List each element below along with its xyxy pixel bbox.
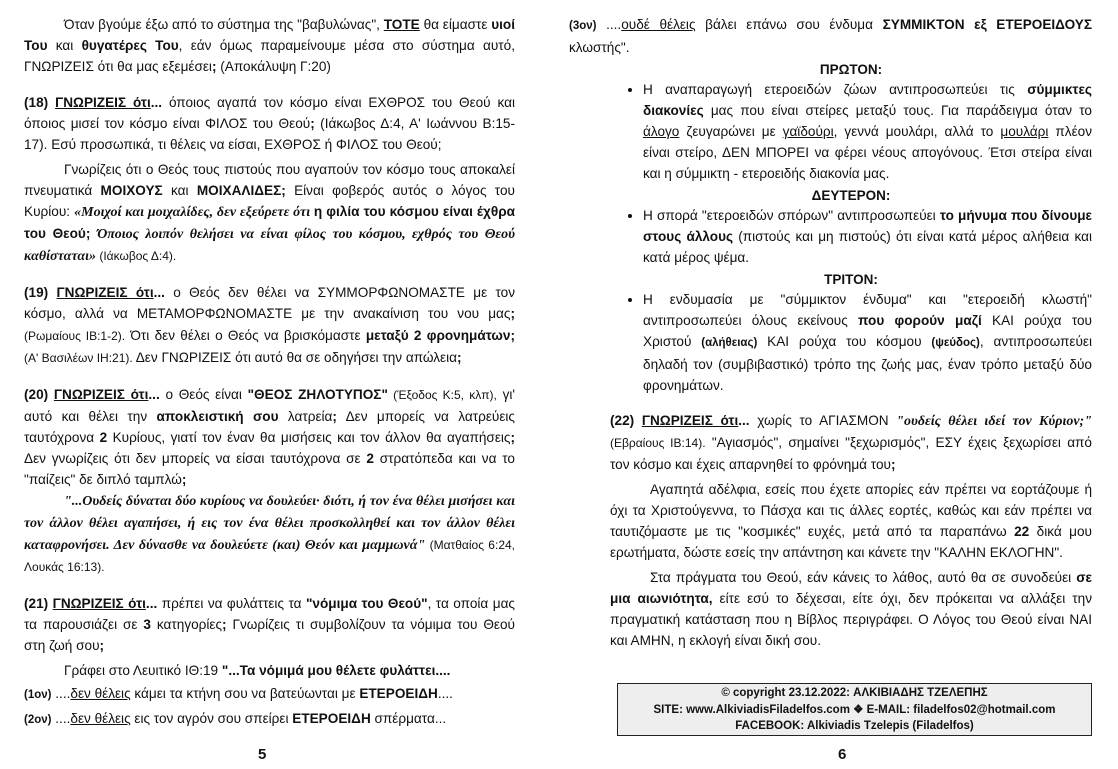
site-email-line: SITE: www.AlkiviadisFiladelfos.com ❖ E-MAIL: filadelfos02@hotmail.com xyxy=(653,703,1056,716)
intro-paragraph: Όταν βγούμε έξω από το σύστημα της "βαβυλώνας", ΤΟΤΕ θα είμαστε υιοί Του και θυγατέρες Του, εάν όμως παραμείνουμε μέσα στο σύστημα αυτό, ΓΝΩΡΙΖΕΙΣ ότι θα μας εξεμέσει; (Αποκάλυψη Γ:20) xyxy=(24,17,515,74)
section-second-heading: ΔΕΥΤΕΡΟΝ: xyxy=(811,188,891,203)
facebook-line: FACEBOOK: Alkiviadis Tzelepis (Filadelfos) xyxy=(735,720,974,732)
first-list xyxy=(610,79,1092,184)
question-22: (22) ΓΝΩΡΙΖΕΙΣ ότι... χωρίς το ΑΓΙΑΣΜΟΝ "ουδείς θέλει ιδεί τον Κύριον;" (Εβραίους ΙΒ:14). "Αγιασμός", σημαίνει "ξεχωρισμός", ΕΣΥ έχεις ξεχωρίσει από τον κόσμο και έχεις απαρνηθεί το φρόνημά του; xyxy=(610,413,1092,472)
closing-paragraph-1: Αγαπητά αδέλφια, εσείς που έχετε απορίες εάν πρέπει να εορτάζουμε ή όχι τα Χριστούγεννα, το Πάσχα και τις άλλες εορτές, καθώς και εάν πρέπει να ταυτιζόμαστε με τις "κοσμικές" ευχές, μετά από τα παραπάνω 22 δικά μου ερωτήματα, δώστε εσείς την απάντηση και κάνετε την "ΚΑΛΗΝ ΕΚΛΟΓΗΝ". xyxy=(610,482,1092,560)
closing-paragraph-2: Στα πράγματα του Θεού, εάν κάνεις το λάθος, αυτό θα σε συνοδεύει σε μια αιωνιότητα, είτε εσύ το δέχεσαι, είτε όχι, δεν πρόκειται να αλλάξει την πραγματική κατάσταση που η Βίβλος περιγράφει. Ο Λόγος του Θεού είναι ΝΑΙ και ΑΜΗΝ, η εκλογή είναι δική σου. xyxy=(610,570,1092,648)
question-18-continued: Γνωρίζεις ότι ο Θεός τους πιστούς που αγαπούν τον κόσμο τους αποκαλεί πνευματικά ΜΟΙΧΟΥΣ και ΜΟΙΧΑΛΙΔΕΣ; Είναι φοβερός αυτός ο λόγος του Κυρίου: «Μοιχοί και μοιχαλίδες, δεν εξεύρετε ότι η φιλία του κόσμου είναι έχθρα του Θεού; Όποιος λοιπόν θελήσει να είναι φίλος του κόσμου, εχθρός του Θεού καθίσταται» (Ιάκωβος Δ:4). xyxy=(24,162,516,264)
question-20-quote: "...Ουδείς δύναται δύο κυρίους να δουλεύει· διότι, ή τον ένα θέλει μισήσει και τον άλλον θέλει αγαπήσει, ή εις τον ένα θέλει προσκολληθεί και τον άλλον θέλει καταφρονήσει. Δεν δύνασθε να δουλεύετε (και) Θεόν και μαμμωνά" (Ματθαίος 6:24, Λουκάς 16:13). xyxy=(24,494,515,574)
copyright-line: © copyright 23.12.2022: ΑΛΚΙΒΙΑΔΗΣ ΤΖΕΛΕΠΗΣ xyxy=(721,687,988,699)
first-rule: (1ον) ....δεν θέλεις κάμει τα κτήνη σου να βατεύωνται με ΕΤΕΡΟΕΙΔΗ.... xyxy=(24,686,453,701)
third-explanation: • Η ενδυμασία με "σύμμικτον ένδυμα" και "ετεροειδή κλωστή" αντιπροσωπεύει όλους εκείνους που φορούν μαζί ΚΑΙ ρούχα του Χριστού (αλήθειας) ΚΑΙ ρούχα του κόσμου (ψεύδος), αντιπροσωπεύει δηλαδή τον (συμβιβαστικό) τρόπο της ζωής μας, έναν τρόπο μεταξύ δύο φρονημάτων. xyxy=(643,289,1092,396)
copyright-footer xyxy=(617,683,1092,736)
question-20: (20) ΓΝΩΡΙΖΕΙΣ ότι... ο Θεός είναι "ΘΕΟΣ ΖΗΛΟΤΥΠΟΣ" (Έξοδος Κ:5, κλπ), γι' αυτό και θέλει την αποκλειστική σου λατρεία; Δεν μπορείς να λατρεύεις ταυτόχρονα 2 Κυρίους, γιατί τον έναν θα μισήσεις και τον άλλον θα αγαπήσεις; Δεν γνωρίζεις ότι δεν μπορείς να είσαι ταυτόχρονα σε 2 στρατόπεδα και να το "παίζεις" δε διπλό ταμπλώ; xyxy=(24,387,516,487)
second-explanation: • Η σπορά "ετεροειδών σπόρων" αντιπροσωπεύει το μήνυμα που δίνουμε στους άλλους (πιστούς και μη πιστούς) ότι είναι κατά μέρος αλήθεια και κατά μέρος ψέμα. xyxy=(643,205,1092,268)
second-list xyxy=(610,205,1092,268)
section-third-heading: ΤΡΙΤΟΝ: xyxy=(824,272,878,287)
leviticus-intro: Γράφει στο Λευιτικό ΙΘ:19 "...Τα νόμιμά μου θέλετε φυλάττει.... xyxy=(64,663,451,678)
third-rule: (3ον) ....ουδέ θέλεις βάλει επάνω σου ένδυμα ΣΥΜΜΙΚΤΟΝ εξ ΕΤΕΡΟΕΙΔΟΥΣ κλωστής". xyxy=(569,17,1093,55)
question-19: (19) ΓΝΩΡΙΖΕΙΣ ότι... ο Θεός δεν θέλει να ΣΥΜΜΟΡΦΩΝΟΜΑΣΤΕ με τον κόσμο, αλλά να ΜΕΤΑΜΟΡΦΩΝΟΜΑΣΤΕ με την ανακαίνιση του νου μας; (Ρωμαίους ΙΒ:1-2). Ότι δεν θέλει ο Θεός να βρισκόμαστε μεταξύ 2 φρονημάτων; (Α' Βασιλέων ΙΗ:21). Δεν ΓΝΩΡΙΖΕΙΣ ότι αυτό θα σε οδηγήσει την απώλεια; xyxy=(24,285,515,365)
question-21: (21) ΓΝΩΡΙΖΕΙΣ ότι... πρέπει να φυλάττεις τα "νόμιμα του Θεού", τα οποία μας τα παρουσιάζει σε 3 κατηγορίες; Γνωρίζεις τι συμβολίζουν τα νόμιμα του Θεού στη ζωή σου; xyxy=(24,596,515,653)
question-18: (18) ΓΝΩΡΙΖΕΙΣ ότι... όποιος αγαπά τον κόσμο είναι ΕΧΘΡΟΣ του Θεού και όποιος μισεί τον κόσμο είναι ΦΙΛΟΣ του Θεού; (Ιάκωβος Δ:4, Α' Ιωάννου Β:15-17). Εσύ προσωπικά, τι θέλεις να είσαι, ΕΧΘΡΟΣ ή ΦΙΛΟΣ του Θεού; xyxy=(24,95,515,152)
section-first-heading: ΠΡΩΤΟΝ: xyxy=(819,62,883,77)
page-number-right: 6 xyxy=(838,746,847,763)
second-rule: (2ον) ....δεν θέλεις εις τον αγρόν σου σπείρει ΕΤΕΡΟΕΙΔΗ σπέρματα... xyxy=(24,711,447,726)
right-page xyxy=(559,0,1118,769)
page-number-left: 5 xyxy=(258,746,267,763)
first-explanation: • Η αναπαραγωγή ετεροειδών ζώων αντιπροσωπεύει τις σύμμικτες διακονίες μας που είναι στείρες μεταξύ τους. Για παράδειγμα όταν το άλογο ζευγαρώνει με γαϊδούρι, γεννά μουλάρι, αλλά το μουλάρι πλέον είναι στείρο, ΔΕΝ ΜΠΟΡΕΙ να φέρει νέους απογόνους. Έτσι στείρα είναι και η σύμμικτη - ετεροειδής διακονία μας. xyxy=(643,79,1092,184)
third-list xyxy=(610,289,1092,396)
